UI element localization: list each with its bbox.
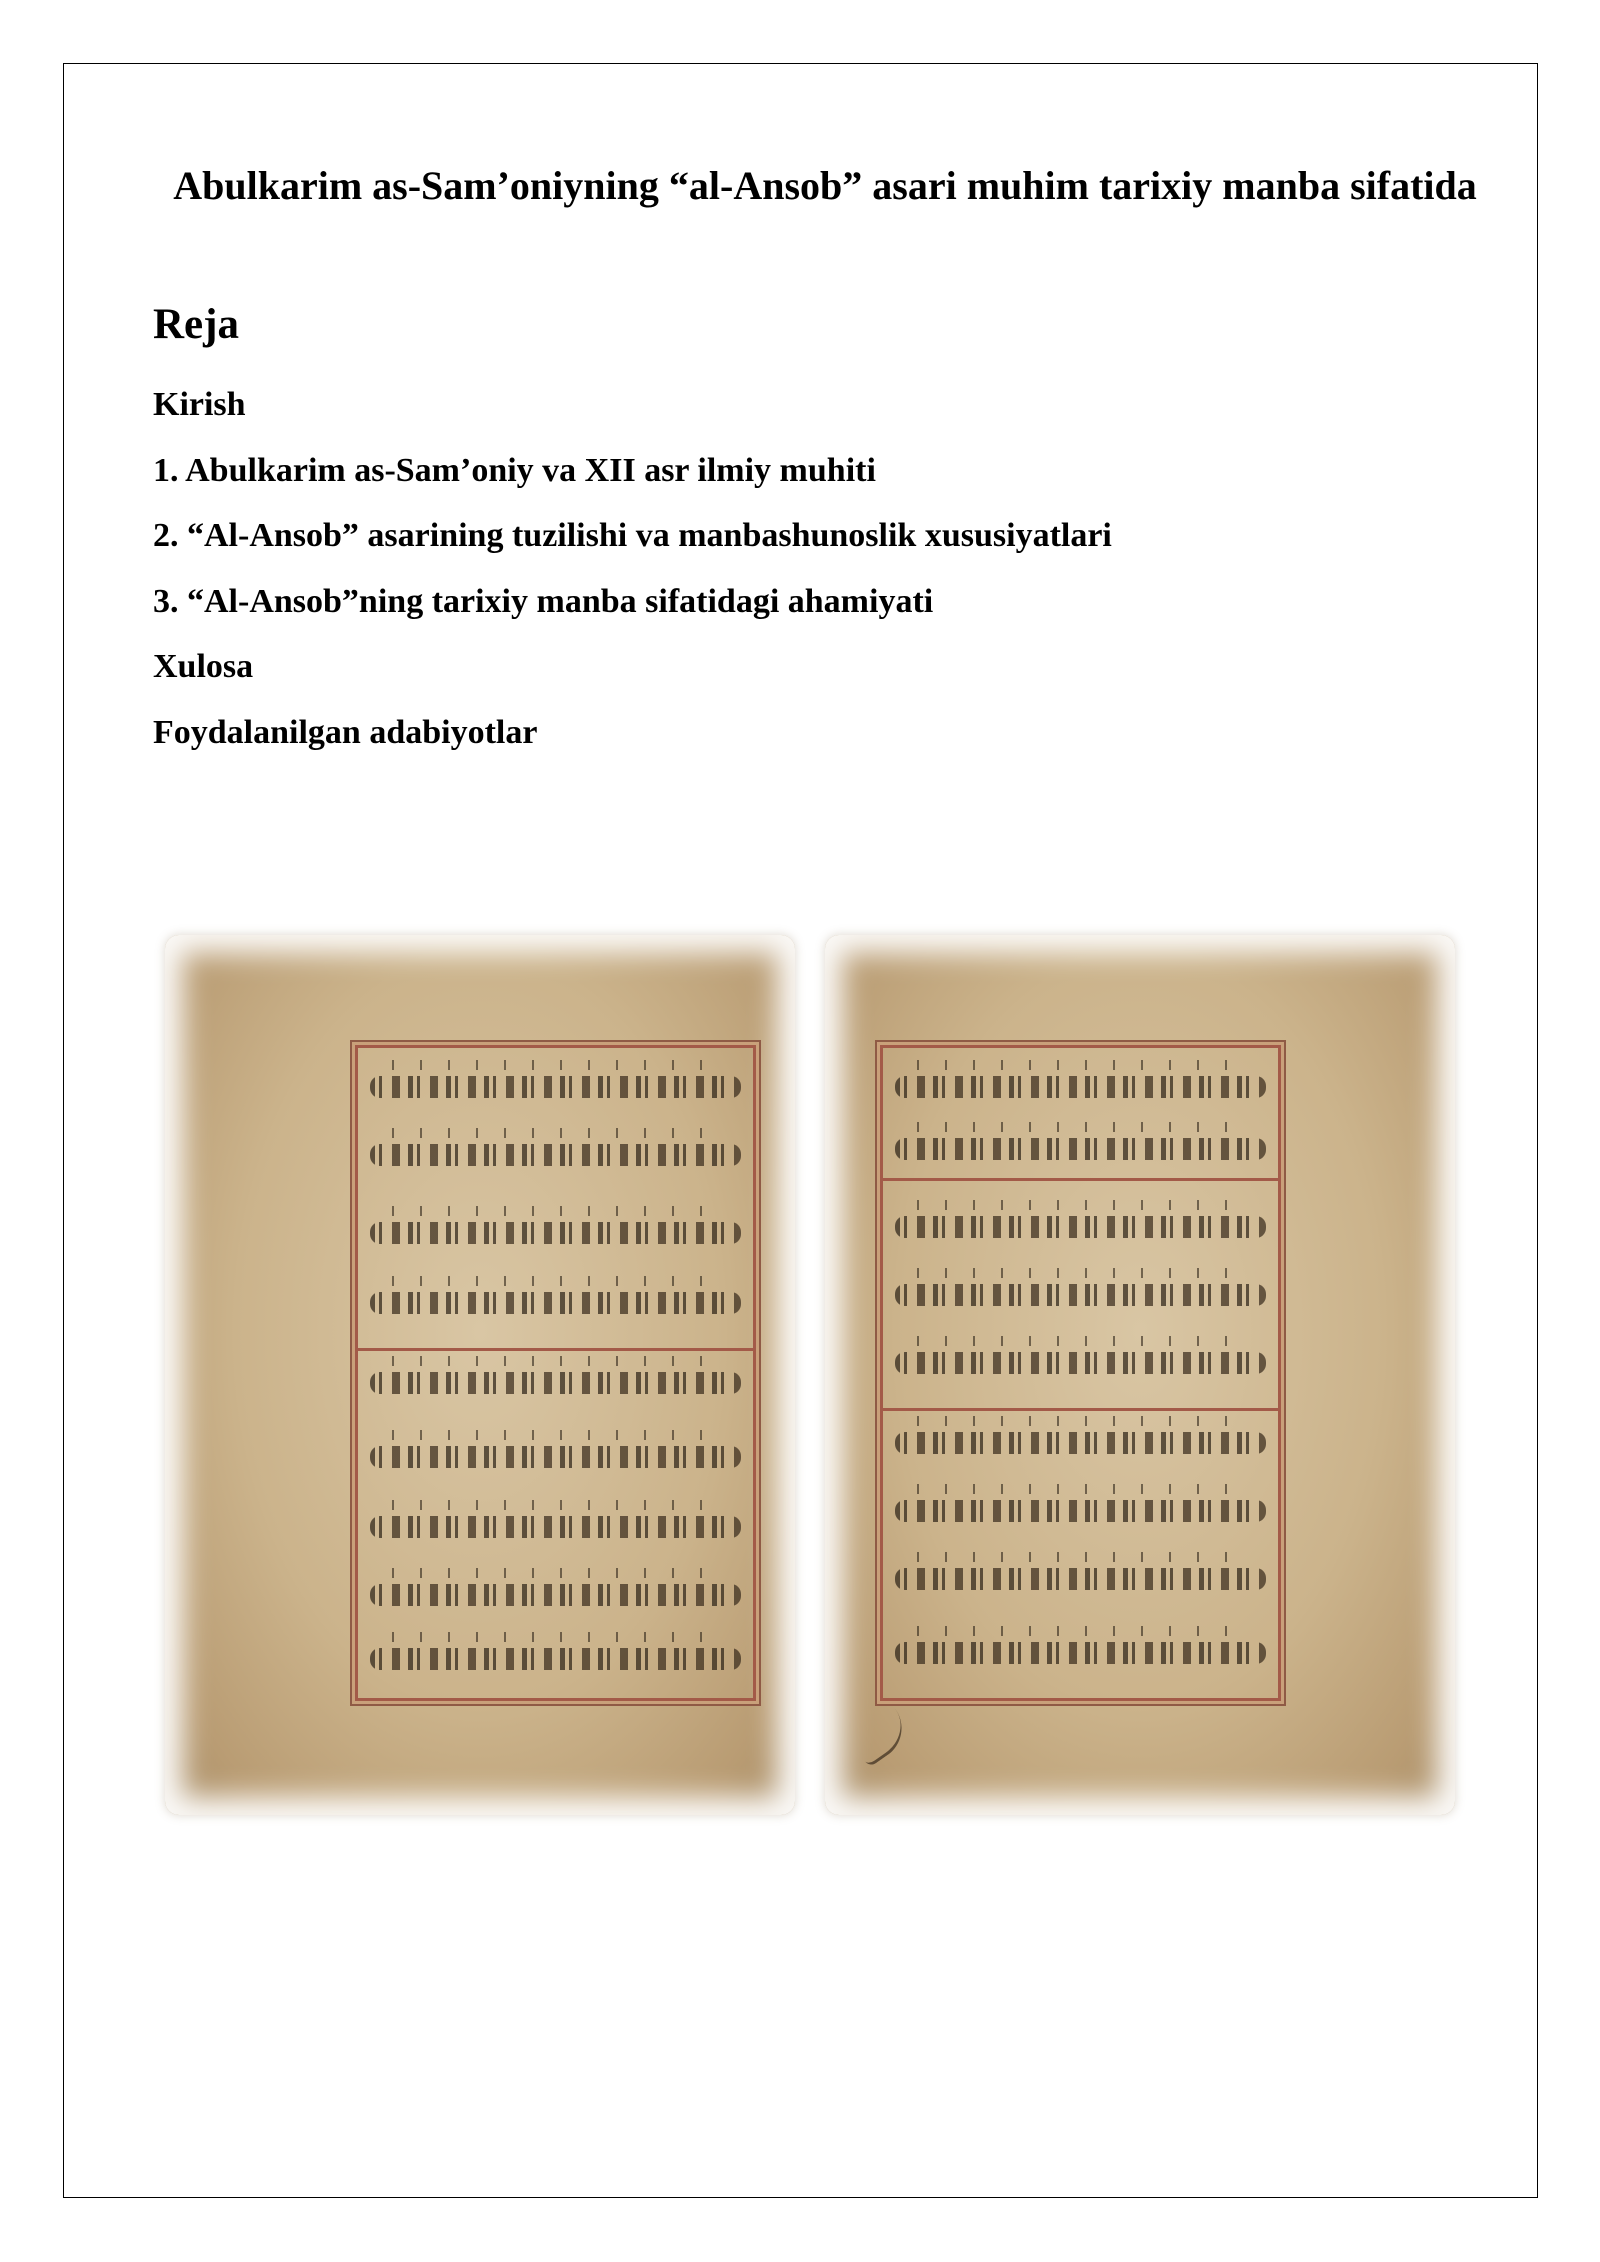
plan-item-introduction: Kirish bbox=[153, 386, 246, 423]
plan-item-1: 1. Abulkarim as-Sam’oniy va XII asr ilmiy muhiti bbox=[153, 451, 876, 489]
manuscript-signature-mark bbox=[851, 1709, 915, 1768]
plan-item-2: 2. “Al-Ansob” asarining tuzilishi va manbashunoslik xususiyatlari bbox=[153, 517, 1112, 554]
manuscript-right-text-frame bbox=[880, 1045, 1281, 1701]
manuscript-image bbox=[160, 925, 1460, 1825]
manuscript-left-page bbox=[165, 935, 795, 1815]
manuscript-left-script bbox=[370, 1056, 741, 1690]
manuscript-right-script bbox=[895, 1056, 1266, 1690]
plan-heading: Reja bbox=[153, 301, 239, 348]
plan-item-references: Foydalanilgan adabiyotlar bbox=[153, 713, 538, 751]
page-title: Abulkarim as-Sam’oniyning “al-Ansob” asari muhim tarixiy manba sifatida bbox=[173, 163, 1477, 208]
plan-list bbox=[153, 372, 1112, 765]
manuscript-left-text-frame bbox=[355, 1045, 756, 1701]
plan-item-3: 3. “Al-Ansob”ning tarixiy manba sifatidagi ahamiyati bbox=[153, 582, 934, 620]
plan-item-conclusion: Xulosa bbox=[153, 648, 254, 685]
manuscript-right-page bbox=[825, 935, 1455, 1815]
